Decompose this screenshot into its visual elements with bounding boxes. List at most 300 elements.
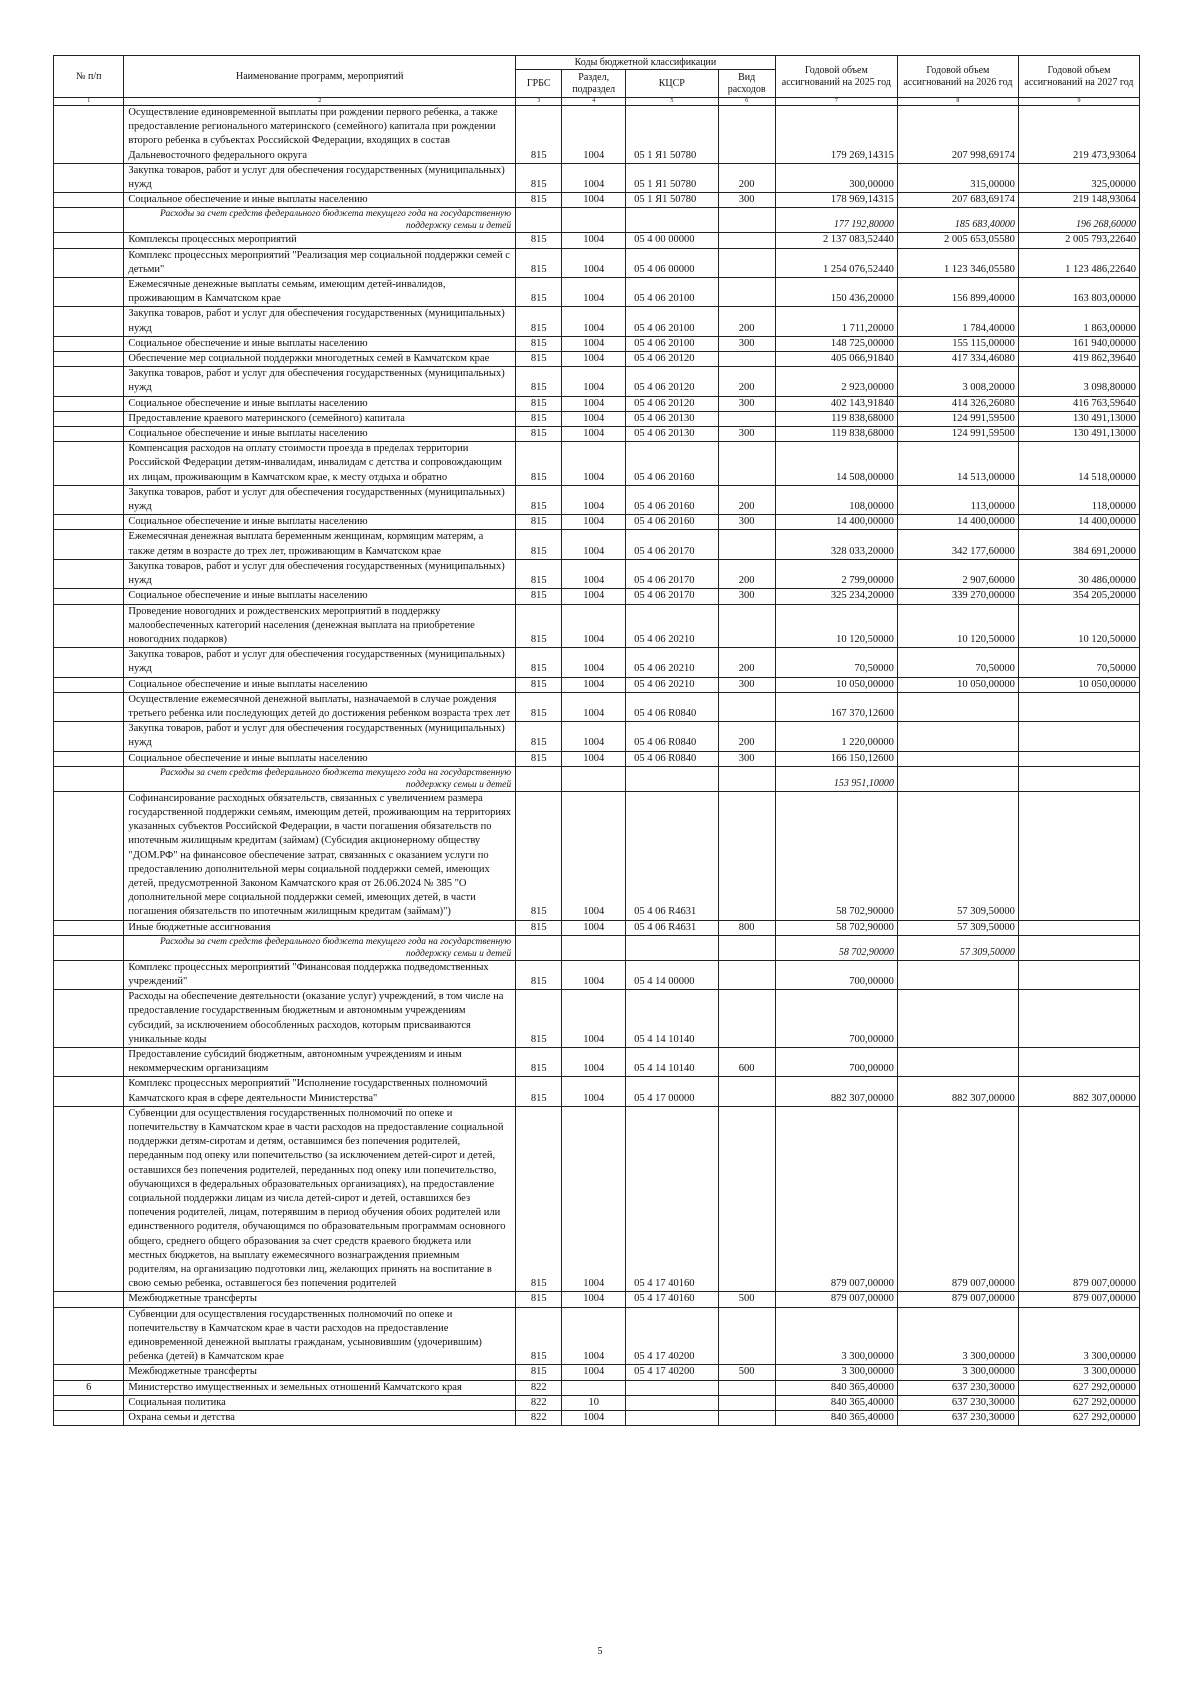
row-vid-cell bbox=[718, 935, 775, 960]
row-name-cell: Ежемесячные денежные выплаты семьям, имеющим детей-инвалидов, проживающим в Камчатском крае bbox=[124, 278, 516, 307]
row-2026-cell: 417 334,46080 bbox=[897, 352, 1018, 367]
table-row bbox=[54, 1395, 1140, 1410]
row-2027-cell: 10 120,50000 bbox=[1018, 604, 1139, 648]
row-kcsr-cell: 05 4 06 20160 bbox=[626, 485, 718, 514]
row-vid-cell: 800 bbox=[718, 920, 775, 935]
row-2025-cell: 700,00000 bbox=[775, 1047, 897, 1076]
row-kcsr-cell: 05 4 00 00000 bbox=[626, 233, 718, 248]
row-razdel-cell: 1004 bbox=[562, 530, 626, 559]
row-number-cell bbox=[54, 648, 124, 677]
row-number-cell bbox=[54, 722, 124, 751]
row-razdel-cell: 1004 bbox=[562, 722, 626, 751]
row-grbs-cell: 815 bbox=[516, 722, 562, 751]
row-2026-cell: 14 400,00000 bbox=[897, 515, 1018, 530]
row-razdel-cell: 1004 bbox=[562, 960, 626, 989]
row-2027-cell: 30 486,00000 bbox=[1018, 559, 1139, 588]
table-row bbox=[54, 1047, 1140, 1076]
row-number-cell bbox=[54, 442, 124, 486]
row-vid-cell bbox=[718, 352, 775, 367]
row-2026-cell: 342 177,60000 bbox=[897, 530, 1018, 559]
row-2026-cell: 207 998,69174 bbox=[897, 106, 1018, 164]
row-2027-cell: 219 148,93064 bbox=[1018, 193, 1139, 208]
row-2025-cell: 10 120,50000 bbox=[775, 604, 897, 648]
header-razdel: Раздел, подраздел bbox=[562, 70, 626, 98]
budget-table bbox=[53, 55, 1140, 1426]
header-num: № п/п bbox=[54, 56, 124, 98]
row-vid-cell bbox=[718, 692, 775, 721]
row-kcsr-cell: 05 4 06 20160 bbox=[626, 515, 718, 530]
table-body bbox=[54, 106, 1140, 1426]
row-2025-cell: 14 400,00000 bbox=[775, 515, 897, 530]
row-kcsr-cell: 05 4 14 00000 bbox=[626, 960, 718, 989]
row-2026-cell: 3 008,20000 bbox=[897, 367, 1018, 396]
row-name-cell: Софинансирование расходных обязательств, связанных с увеличением размера государственной поддержки семьям, имеющим детей, проживающим на территориях указанных субъектов Российской Федерации, в части погашения обязательств по ипотечным жилищным кредитам (займам) (Субсидия акционерному обществу "ДОМ.РФ" на финансовое обеспечение затрат, связанных с оказанием услуги по предоставлению дополнительной меры социальной поддержки семей, имеющих детей, предусмотренной Законом Камчатского края от 26.06.2024 № 385 "О дополнительной мере социальной поддержки семей, имеющих детей, в части погашения обязательств по ипотечным жилищным кредитам (займам)") bbox=[124, 791, 516, 920]
row-grbs-cell: 815 bbox=[516, 604, 562, 648]
table-row bbox=[54, 163, 1140, 192]
row-2027-cell: 130 491,13000 bbox=[1018, 411, 1139, 426]
row-number-cell bbox=[54, 589, 124, 604]
row-kcsr-cell: 05 4 06 20210 bbox=[626, 648, 718, 677]
row-2026-cell: 1 123 346,05580 bbox=[897, 248, 1018, 277]
row-name-cell: Социальное обеспечение и иные выплаты населению bbox=[124, 427, 516, 442]
row-kcsr-cell: 05 4 06 R0840 bbox=[626, 722, 718, 751]
row-2027-cell: 354 205,20000 bbox=[1018, 589, 1139, 604]
column-index: 3 bbox=[516, 98, 562, 106]
row-2027-cell: 10 050,00000 bbox=[1018, 677, 1139, 692]
row-razdel-cell: 1004 bbox=[562, 485, 626, 514]
row-2026-cell: 1 784,40000 bbox=[897, 307, 1018, 336]
row-razdel-cell: 1004 bbox=[562, 352, 626, 367]
row-razdel-cell bbox=[562, 766, 626, 791]
row-razdel-cell: 1004 bbox=[562, 193, 626, 208]
header-codes: Коды бюджетной классификации bbox=[516, 56, 776, 70]
row-name-cell: Предоставление субсидий бюджетным, автономным учреждениям и иным некоммерческим организациям bbox=[124, 1047, 516, 1076]
row-2027-cell: 419 862,39640 bbox=[1018, 352, 1139, 367]
row-2027-cell: 196 268,60000 bbox=[1018, 208, 1139, 233]
row-name-cell: Закупка товаров, работ и услуг для обеспечения государственных (муниципальных) нужд bbox=[124, 367, 516, 396]
row-2026-cell: 57 309,50000 bbox=[897, 791, 1018, 920]
row-vid-cell bbox=[718, 1106, 775, 1292]
row-kcsr-cell bbox=[626, 1395, 718, 1410]
row-name-cell: Осуществление ежемесячной денежной выплаты, назначаемой в случае рождения третьего ребенка или последующих детей до достижения ребенком возраста трех лет bbox=[124, 692, 516, 721]
row-vid-cell: 200 bbox=[718, 648, 775, 677]
row-name-cell: Комплекс процессных мероприятий "Финансовая поддержка подведомственных учреждений" bbox=[124, 960, 516, 989]
row-vid-cell: 600 bbox=[718, 1047, 775, 1076]
row-vid-cell: 300 bbox=[718, 336, 775, 351]
row-2027-cell: 14 518,00000 bbox=[1018, 442, 1139, 486]
row-2026-cell: 10 120,50000 bbox=[897, 604, 1018, 648]
row-razdel-cell: 1004 bbox=[562, 920, 626, 935]
row-vid-cell bbox=[718, 278, 775, 307]
table-row bbox=[54, 1380, 1140, 1395]
row-vid-cell: 200 bbox=[718, 722, 775, 751]
row-2026-cell: 879 007,00000 bbox=[897, 1106, 1018, 1292]
table-row bbox=[54, 677, 1140, 692]
row-kcsr-cell: 05 4 06 20120 bbox=[626, 352, 718, 367]
row-2025-cell: 1 220,00000 bbox=[775, 722, 897, 751]
row-kcsr-cell: 05 4 06 20120 bbox=[626, 396, 718, 411]
row-name-cell: Предоставление краевого материнского (семейного) капитала bbox=[124, 411, 516, 426]
row-name-cell: Расходы за счет средств федерального бюджета текущего года на государственную поддержку семьи и детей bbox=[124, 208, 516, 233]
row-2025-cell: 405 066,91840 bbox=[775, 352, 897, 367]
row-razdel-cell bbox=[562, 1380, 626, 1395]
column-index: 1 bbox=[54, 98, 124, 106]
row-2025-cell: 14 508,00000 bbox=[775, 442, 897, 486]
row-razdel-cell: 1004 bbox=[562, 1365, 626, 1380]
row-vid-cell: 500 bbox=[718, 1292, 775, 1307]
row-grbs-cell: 815 bbox=[516, 1077, 562, 1106]
table-row bbox=[54, 1365, 1140, 1380]
row-2025-cell: 1 254 076,52440 bbox=[775, 248, 897, 277]
row-vid-cell bbox=[718, 233, 775, 248]
row-2025-cell: 840 365,40000 bbox=[775, 1411, 897, 1426]
column-index: 6 bbox=[718, 98, 775, 106]
row-2026-cell: 113,00000 bbox=[897, 485, 1018, 514]
row-razdel-cell: 1004 bbox=[562, 163, 626, 192]
row-vid-cell bbox=[718, 791, 775, 920]
row-2025-cell: 179 269,14315 bbox=[775, 106, 897, 164]
row-2025-cell: 148 725,00000 bbox=[775, 336, 897, 351]
row-number-cell bbox=[54, 960, 124, 989]
row-razdel-cell: 1004 bbox=[562, 1047, 626, 1076]
table-row bbox=[54, 1106, 1140, 1292]
row-kcsr-cell: 05 4 06 20170 bbox=[626, 589, 718, 604]
row-razdel-cell: 1004 bbox=[562, 307, 626, 336]
row-number-cell bbox=[54, 1077, 124, 1106]
row-grbs-cell: 822 bbox=[516, 1395, 562, 1410]
row-grbs-cell: 815 bbox=[516, 1307, 562, 1365]
row-grbs-cell: 815 bbox=[516, 648, 562, 677]
table-row bbox=[54, 233, 1140, 248]
table-row bbox=[54, 427, 1140, 442]
row-grbs-cell: 822 bbox=[516, 1380, 562, 1395]
row-number-cell bbox=[54, 106, 124, 164]
row-2025-cell: 150 436,20000 bbox=[775, 278, 897, 307]
row-kcsr-cell: 05 4 06 20170 bbox=[626, 530, 718, 559]
row-grbs-cell: 815 bbox=[516, 352, 562, 367]
row-vid-cell: 300 bbox=[718, 396, 775, 411]
row-2025-cell: 700,00000 bbox=[775, 960, 897, 989]
row-razdel-cell: 1004 bbox=[562, 278, 626, 307]
row-kcsr-cell: 05 4 17 00000 bbox=[626, 1077, 718, 1106]
row-2026-cell: 315,00000 bbox=[897, 163, 1018, 192]
row-2026-cell: 637 230,30000 bbox=[897, 1395, 1018, 1410]
row-kcsr-cell: 05 4 06 R4631 bbox=[626, 920, 718, 935]
row-grbs-cell: 815 bbox=[516, 396, 562, 411]
row-2027-cell: 1 863,00000 bbox=[1018, 307, 1139, 336]
row-number-cell: 6 bbox=[54, 1380, 124, 1395]
row-number-cell bbox=[54, 1395, 124, 1410]
row-razdel-cell: 1004 bbox=[562, 692, 626, 721]
table-row bbox=[54, 485, 1140, 514]
table-row bbox=[54, 604, 1140, 648]
row-grbs-cell: 815 bbox=[516, 248, 562, 277]
row-2027-cell bbox=[1018, 766, 1139, 791]
row-2027-cell: 2 005 793,22640 bbox=[1018, 233, 1139, 248]
row-number-cell bbox=[54, 367, 124, 396]
row-2026-cell: 2 907,60000 bbox=[897, 559, 1018, 588]
row-vid-cell: 300 bbox=[718, 515, 775, 530]
row-number-cell bbox=[54, 278, 124, 307]
row-grbs-cell: 815 bbox=[516, 442, 562, 486]
row-razdel-cell bbox=[562, 208, 626, 233]
table-row bbox=[54, 106, 1140, 164]
row-number-cell bbox=[54, 559, 124, 588]
column-index: 8 bbox=[897, 98, 1018, 106]
row-name-cell: Субвенции для осуществления государственных полномочий по опеке и попечительству в Камчатском крае в части расходов на предоставление социальной поддержки детям-сиротам и детям, оставшимся без попечения родителей, переданным под опеку или попечительство (за исключением детей-сирот и детей, оставшихся без попечения родителей, переданных под опеку или попечительство, обучающихся в федеральных образовательных организациях), на предоставление социальной поддержки лицам из числа детей-сирот и детей, оставшихся без попечения родителей, лицам, потерявшим в период обучения обоих родителей или единственного родителя, обучающимся по образовательным программам основного общего, среднего общего образования за счет средств краевого бюджета или местных бюджетов, на выплату ежемесячного вознаграждения приемным родителям, на организацию подготовки лиц, желающих принять на воспитание в свою семью ребенка, оставшегося без попечения родителей bbox=[124, 1106, 516, 1292]
row-2025-cell: 879 007,00000 bbox=[775, 1106, 897, 1292]
table-note-row bbox=[54, 766, 1140, 791]
row-2026-cell: 57 309,50000 bbox=[897, 935, 1018, 960]
table-row bbox=[54, 589, 1140, 604]
row-2027-cell bbox=[1018, 791, 1139, 920]
row-number-cell bbox=[54, 604, 124, 648]
row-grbs-cell: 815 bbox=[516, 193, 562, 208]
header-kcsr: КЦСР bbox=[626, 70, 718, 98]
row-name-cell: Межбюджетные трансферты bbox=[124, 1292, 516, 1307]
row-2025-cell: 178 969,14315 bbox=[775, 193, 897, 208]
row-vid-cell bbox=[718, 1077, 775, 1106]
table-note-row bbox=[54, 935, 1140, 960]
header-name: Наименование программ, мероприятий bbox=[124, 56, 516, 98]
row-grbs-cell: 815 bbox=[516, 278, 562, 307]
row-razdel-cell: 1004 bbox=[562, 648, 626, 677]
row-grbs-cell: 815 bbox=[516, 589, 562, 604]
row-grbs-cell: 815 bbox=[516, 990, 562, 1048]
table-row bbox=[54, 692, 1140, 721]
table-row bbox=[54, 278, 1140, 307]
row-2026-cell: 3 300,00000 bbox=[897, 1365, 1018, 1380]
row-number-cell bbox=[54, 791, 124, 920]
row-2025-cell: 879 007,00000 bbox=[775, 1292, 897, 1307]
row-number-cell bbox=[54, 692, 124, 721]
row-2027-cell bbox=[1018, 692, 1139, 721]
row-2027-cell: 384 691,20000 bbox=[1018, 530, 1139, 559]
row-2026-cell: 207 683,69174 bbox=[897, 193, 1018, 208]
row-2027-cell bbox=[1018, 935, 1139, 960]
row-razdel-cell: 1004 bbox=[562, 1307, 626, 1365]
row-2025-cell: 2 137 083,52440 bbox=[775, 233, 897, 248]
row-2025-cell: 3 300,00000 bbox=[775, 1307, 897, 1365]
row-2027-cell: 219 473,93064 bbox=[1018, 106, 1139, 164]
row-grbs-cell: 815 bbox=[516, 1047, 562, 1076]
row-name-cell: Закупка товаров, работ и услуг для обеспечения государственных (муниципальных) нужд bbox=[124, 648, 516, 677]
row-kcsr-cell: 05 4 17 40160 bbox=[626, 1292, 718, 1307]
row-grbs-cell bbox=[516, 935, 562, 960]
row-kcsr-cell bbox=[626, 1380, 718, 1395]
row-2025-cell: 882 307,00000 bbox=[775, 1077, 897, 1106]
row-2026-cell bbox=[897, 692, 1018, 721]
column-index: 2 bbox=[124, 98, 516, 106]
table-row bbox=[54, 920, 1140, 935]
row-razdel-cell: 1004 bbox=[562, 751, 626, 766]
row-2026-cell bbox=[897, 722, 1018, 751]
header-grbs: ГРБС bbox=[516, 70, 562, 98]
row-vid-cell bbox=[718, 990, 775, 1048]
row-2025-cell: 325 234,20000 bbox=[775, 589, 897, 604]
table-row bbox=[54, 336, 1140, 351]
row-kcsr-cell: 05 4 06 R0840 bbox=[626, 692, 718, 721]
row-razdel-cell: 10 bbox=[562, 1395, 626, 1410]
column-index: 5 bbox=[626, 98, 718, 106]
row-2026-cell bbox=[897, 1047, 1018, 1076]
row-name-cell: Охрана семьи и детства bbox=[124, 1411, 516, 1426]
row-name-cell: Комплексы процессных мероприятий bbox=[124, 233, 516, 248]
row-number-cell bbox=[54, 336, 124, 351]
row-kcsr-cell: 05 4 17 40200 bbox=[626, 1365, 718, 1380]
row-razdel-cell: 1004 bbox=[562, 396, 626, 411]
row-name-cell: Субвенции для осуществления государственных полномочий по опеке и попечительству в Камчатском крае в части расходов на предоставление единовременной денежной выплаты гражданам, усыновившим (удочерившим) ребенка (детей) в Камчатском крае bbox=[124, 1307, 516, 1365]
row-name-cell: Социальное обеспечение и иные выплаты населению bbox=[124, 677, 516, 692]
row-2025-cell: 58 702,90000 bbox=[775, 935, 897, 960]
row-razdel-cell: 1004 bbox=[562, 604, 626, 648]
row-2027-cell: 161 940,00000 bbox=[1018, 336, 1139, 351]
row-name-cell: Комплекс процессных мероприятий "Реализация мер социальной поддержки семей с детьми" bbox=[124, 248, 516, 277]
row-name-cell: Комплекс процессных мероприятий "Исполнение государственных полномочий Камчатского края в сфере деятельности Министерства" bbox=[124, 1077, 516, 1106]
row-number-cell bbox=[54, 427, 124, 442]
budget-table-sheet bbox=[53, 55, 1140, 1426]
row-grbs-cell bbox=[516, 766, 562, 791]
row-vid-cell bbox=[718, 960, 775, 989]
row-2026-cell: 70,50000 bbox=[897, 648, 1018, 677]
row-2026-cell: 2 005 653,05580 bbox=[897, 233, 1018, 248]
row-grbs-cell: 815 bbox=[516, 163, 562, 192]
row-kcsr-cell: 05 4 06 00000 bbox=[626, 248, 718, 277]
row-2025-cell: 166 150,12600 bbox=[775, 751, 897, 766]
row-kcsr-cell: 05 4 06 R0840 bbox=[626, 751, 718, 766]
column-index: 4 bbox=[562, 98, 626, 106]
row-number-cell bbox=[54, 766, 124, 791]
row-vid-cell bbox=[718, 1307, 775, 1365]
row-2026-cell: 156 899,40000 bbox=[897, 278, 1018, 307]
row-grbs-cell: 815 bbox=[516, 515, 562, 530]
row-grbs-cell: 815 bbox=[516, 485, 562, 514]
row-number-cell bbox=[54, 1047, 124, 1076]
row-razdel-cell: 1004 bbox=[562, 248, 626, 277]
row-vid-cell: 300 bbox=[718, 751, 775, 766]
row-2026-cell: 155 115,00000 bbox=[897, 336, 1018, 351]
row-2027-cell bbox=[1018, 722, 1139, 751]
row-grbs-cell: 815 bbox=[516, 336, 562, 351]
row-number-cell bbox=[54, 307, 124, 336]
row-2026-cell bbox=[897, 751, 1018, 766]
row-2025-cell: 177 192,80000 bbox=[775, 208, 897, 233]
row-kcsr-cell: 05 1 Я1 50780 bbox=[626, 193, 718, 208]
table-row bbox=[54, 396, 1140, 411]
row-vid-cell bbox=[718, 1380, 775, 1395]
row-vid-cell bbox=[718, 208, 775, 233]
row-number-cell bbox=[54, 920, 124, 935]
row-2026-cell: 57 309,50000 bbox=[897, 920, 1018, 935]
row-vid-cell bbox=[718, 106, 775, 164]
row-kcsr-cell: 05 4 06 20120 bbox=[626, 367, 718, 396]
row-kcsr-cell: 05 4 06 20100 bbox=[626, 278, 718, 307]
row-2027-cell: 882 307,00000 bbox=[1018, 1077, 1139, 1106]
row-2027-cell: 627 292,00000 bbox=[1018, 1411, 1139, 1426]
table-row bbox=[54, 367, 1140, 396]
row-kcsr-cell: 05 4 06 20210 bbox=[626, 677, 718, 692]
table-row bbox=[54, 530, 1140, 559]
table-note-row bbox=[54, 208, 1140, 233]
row-2025-cell: 10 050,00000 bbox=[775, 677, 897, 692]
row-2026-cell: 879 007,00000 bbox=[897, 1292, 1018, 1307]
row-name-cell: Социальная политика bbox=[124, 1395, 516, 1410]
row-2026-cell: 882 307,00000 bbox=[897, 1077, 1018, 1106]
row-razdel-cell bbox=[562, 935, 626, 960]
row-2027-cell: 627 292,00000 bbox=[1018, 1380, 1139, 1395]
page-number: 5 bbox=[597, 1646, 603, 1657]
row-razdel-cell: 1004 bbox=[562, 367, 626, 396]
row-vid-cell bbox=[718, 411, 775, 426]
row-vid-cell bbox=[718, 766, 775, 791]
row-razdel-cell: 1004 bbox=[562, 515, 626, 530]
row-razdel-cell: 1004 bbox=[562, 1106, 626, 1292]
row-name-cell: Проведение новогодних и рождественских мероприятий в поддержку малообеспеченных категорий населения (денежная выплата на приобретение новогодних подарков) bbox=[124, 604, 516, 648]
row-2025-cell: 3 300,00000 bbox=[775, 1365, 897, 1380]
row-grbs-cell: 822 bbox=[516, 1411, 562, 1426]
row-kcsr-cell: 05 4 06 20100 bbox=[626, 336, 718, 351]
table-row bbox=[54, 1077, 1140, 1106]
row-number-cell bbox=[54, 208, 124, 233]
row-name-cell: Закупка товаров, работ и услуг для обеспечения государственных (муниципальных) нужд bbox=[124, 559, 516, 588]
row-2026-cell: 414 326,26080 bbox=[897, 396, 1018, 411]
row-grbs-cell: 815 bbox=[516, 106, 562, 164]
row-grbs-cell: 815 bbox=[516, 367, 562, 396]
table-row bbox=[54, 722, 1140, 751]
row-number-cell bbox=[54, 515, 124, 530]
row-2027-cell: 3 300,00000 bbox=[1018, 1307, 1139, 1365]
row-name-cell: Закупка товаров, работ и услуг для обеспечения государственных (муниципальных) нужд bbox=[124, 485, 516, 514]
row-grbs-cell: 815 bbox=[516, 751, 562, 766]
row-grbs-cell: 815 bbox=[516, 920, 562, 935]
row-2025-cell: 58 702,90000 bbox=[775, 791, 897, 920]
row-2025-cell: 119 838,68000 bbox=[775, 427, 897, 442]
row-2027-cell: 879 007,00000 bbox=[1018, 1292, 1139, 1307]
row-name-cell: Осуществление единовременной выплаты при рождении первого ребенка, а также предоставление регионального материнского (семейного) капитала при рождении второго ребенка в субъектах Российской Федерации, входящих в состав Дальневосточного федерального округа bbox=[124, 106, 516, 164]
row-number-cell bbox=[54, 990, 124, 1048]
row-2026-cell bbox=[897, 766, 1018, 791]
row-2027-cell: 627 292,00000 bbox=[1018, 1395, 1139, 1410]
row-2025-cell: 402 143,91840 bbox=[775, 396, 897, 411]
row-razdel-cell: 1004 bbox=[562, 442, 626, 486]
row-2027-cell: 14 400,00000 bbox=[1018, 515, 1139, 530]
row-2025-cell: 840 365,40000 bbox=[775, 1380, 897, 1395]
column-index: 9 bbox=[1018, 98, 1139, 106]
row-vid-cell: 300 bbox=[718, 677, 775, 692]
row-grbs-cell: 815 bbox=[516, 1106, 562, 1292]
row-2025-cell: 840 365,40000 bbox=[775, 1395, 897, 1410]
row-razdel-cell: 1004 bbox=[562, 233, 626, 248]
row-number-cell bbox=[54, 1307, 124, 1365]
row-kcsr-cell bbox=[626, 766, 718, 791]
row-2027-cell: 879 007,00000 bbox=[1018, 1106, 1139, 1292]
table-row bbox=[54, 751, 1140, 766]
table-row bbox=[54, 648, 1140, 677]
row-number-cell bbox=[54, 1292, 124, 1307]
row-number-cell bbox=[54, 233, 124, 248]
row-name-cell: Ежемесячная денежная выплата беременным женщинам, кормящим матерям, а также детям в возрасте до трех лет, проживающим в Камчатском крае bbox=[124, 530, 516, 559]
row-2025-cell: 70,50000 bbox=[775, 648, 897, 677]
row-grbs-cell: 815 bbox=[516, 530, 562, 559]
row-number-cell bbox=[54, 530, 124, 559]
row-grbs-cell: 815 bbox=[516, 427, 562, 442]
row-2026-cell: 3 300,00000 bbox=[897, 1307, 1018, 1365]
row-razdel-cell: 1004 bbox=[562, 1077, 626, 1106]
table-row bbox=[54, 559, 1140, 588]
header-2026: Годовой объем ассигнований на 2026 год bbox=[897, 56, 1018, 98]
row-name-cell: Обеспечение мер социальной поддержки многодетных семей в Камчатском крае bbox=[124, 352, 516, 367]
row-kcsr-cell: 05 4 06 20160 bbox=[626, 442, 718, 486]
